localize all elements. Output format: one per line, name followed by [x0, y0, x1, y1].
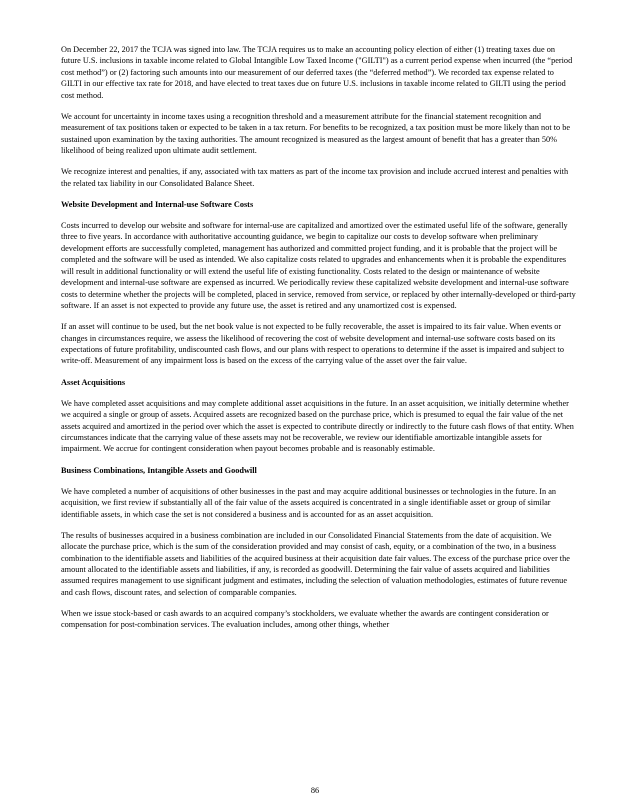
section-heading-business-combinations: Business Combinations, Intangible Assets and Goodwill	[61, 465, 257, 475]
paragraph-purchase-price-allocation: The results of businesses acquired in a business combination are included in our Consolidated Financial Statements from the date of acquisition. We allocate the purchase price, which is the sum of the consideration provided and may consist of cash, equity, or a combination of the two, in a business combination to the identifiable assets and liabilities of the acquired business at their acquisition date fair values. The excess of the purchase price over the amount allocated to the identifiable assets and liabilities, if any, is recorded as goodwill. Determining the fair value of assets acquired and liabilities assumed requires management to use significant judgment and estimates, including the selection of valuation methodologies, estimates of future revenue and cash flows, discount rates, and selection of comparable companies.	[61, 530, 570, 597]
paragraph-website-impairment: If an asset will continue to be used, but the net book value is not expected to be fully recoverable, the asset is impaired to its fair value. When events or changes in circumstances require, we assess the likelihood of recovering the cost of website development and internal-use software costs based on its expectations of future profitability, undiscounted cash flows, and our plans with respect to operations to determine if the asset is impaired and subject to write-off. Measurement of any impairment loss is based on the excess of the carrying value of the asset over the fair value.	[61, 322, 564, 366]
paragraph-stock-awards: When we issue stock-based or cash awards to an acquired company’s stockholders, we evaluate whether the awards are contingent consideration or compensation for post-combination services. The evaluation includes, among other things, whether	[61, 609, 549, 630]
paragraph-tcja-gilti: On December 22, 2017 the TCJA was signed into law. The TCJA requires us to make an accounting policy election of either (1) treating taxes due on future U.S. inclusions in taxable income related to Global Intangible Low Taxed Income ("GILTI") as a current period expense when incurred (the “period cost method”) or (2) factoring such amounts into our measurement of our deferred taxes (the “deferred method”). We recorded tax expense related to GILTI in our effective tax rate for 2018, and have elected to treat taxes due on future U.S. inclusions in taxable income related to GILTI using the period cost method.	[61, 45, 573, 100]
section-heading-website-development: Website Development and Internal-use Software Costs	[61, 199, 254, 209]
paragraph-asset-acquisitions: We have completed asset acquisitions and may complete additional asset acquisitions in the future. In an asset acquisition, we initially determine whether we acquired a single or group of assets. Acquired assets are recognized based on the purchase price, which is presumed to equal the fair value of the net assets acquired and amortized in the period over which the asset is expected to contribute directly or indirectly to the future cash flows of that entity. When circumstances indicate that the carrying value of these assets may not be recoverable, we review our identifiable amortizable intangible assets for impairment. We accrue for contingent consideration when payout becomes probable and is reasonably estimable.	[61, 398, 574, 454]
section-heading-asset-acquisitions: Asset Acquisitions	[61, 377, 126, 387]
paragraph-website-capitalization: Costs incurred to develop our website and software for internal-use are capitalized and amortized over the estimated useful life of the software, generally three to five years. In accordance with authoritative accounting guidance, we begin to capitalize our costs to develop software when preliminary development efforts are successfully completed, management has authorized and committed project funding, and it is probable that the project will be completed and the software will be used as intended. We also capitalize costs related to upgrades and enhancements when it is probable the expenditures will result in additional functionality or will extend the useful life of existing functionality. Costs related to the design or maintenance of website development and internal-use software are expensed as incurred. We periodically review these capitalized website development and internal-use software costs to determine whether the projects will be completed, placed in service, removed from service, or replaced by other internally-developed or third-party software. If an asset is not expected to provide any future use, the asset is retired and any unamortized cost is expensed.	[61, 221, 576, 310]
paragraph-acquisition-review: We have completed a number of acquisitions of other businesses in the past and may acquire additional businesses or technologies in the future. In an acquisition, we first review if substantially all of the fair value of the assets acquired is concentrated in a single identifiable asset or group of similar identifiable assets, in which case the set is not considered a business and is accounted for as an asset acquisition.	[61, 486, 557, 519]
paragraph-interest-penalties: We recognize interest and penalties, if any, associated with tax matters as part of the income tax provision and include accrued interest and penalties with the related tax liability in our Consolidated Balance Sheet.	[61, 167, 569, 188]
page-number: 86	[310, 786, 320, 795]
document-body	[61, 44, 576, 641]
paragraph-uncertain-tax: We account for uncertainty in income taxes using a recognition threshold and a measurement attribute for the financial statement recognition and measurement of tax positions taken or expected to be taken in a tax return. For benefits to be recognized, a tax position must be more likely than not to be sustained upon examination by the taxing authorities. The amount recognized is measured as the largest amount of benefit that has a greater than 50% likelihood of being realized upon ultimate audit settlement.	[61, 111, 571, 156]
